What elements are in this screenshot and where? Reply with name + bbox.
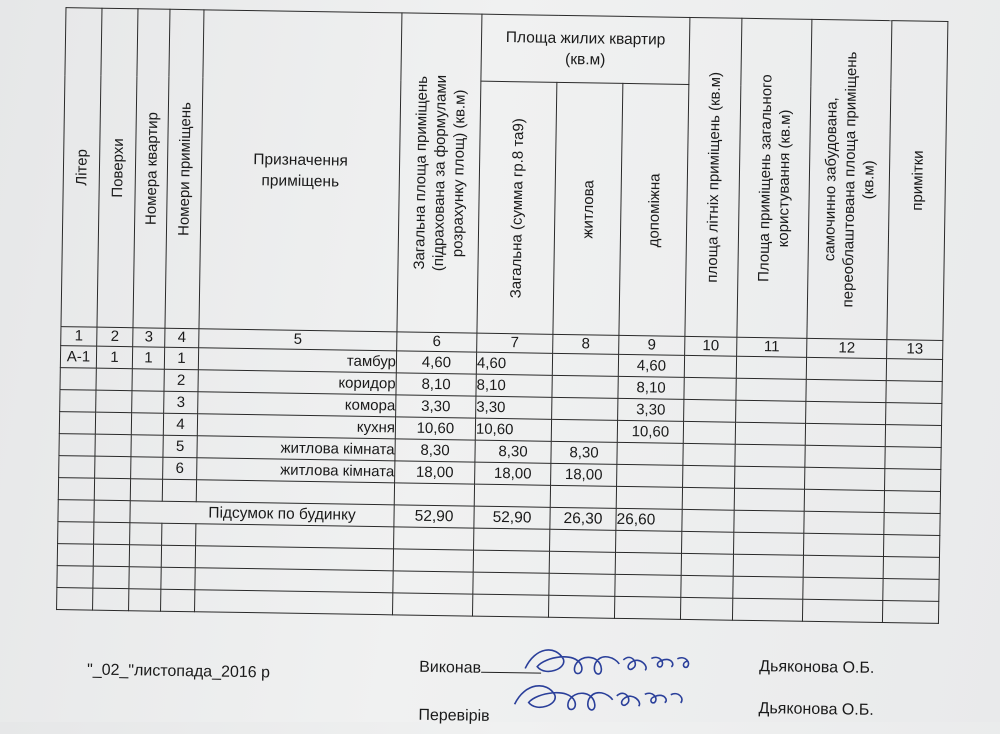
cell-empty (735, 422, 805, 445)
cell-total: 18,00 (395, 461, 475, 484)
signature-checker (506, 674, 707, 723)
header-liter: Літер (61, 8, 102, 328)
cell-room: 3 (164, 391, 198, 414)
cell-total: 8,10 (396, 373, 476, 396)
cell-room: 6 (163, 457, 197, 480)
cell-floor: 1 (96, 346, 132, 369)
cell-apt-total: 4,60 (476, 352, 552, 375)
cell-floor (95, 412, 131, 435)
cell-purpose: житлова кімната (197, 458, 395, 483)
cell-apt-total: 18,00 (475, 462, 551, 485)
cell-empty (805, 423, 885, 446)
col-number: 10 (685, 336, 737, 356)
cell-apartment (131, 413, 163, 435)
cell-floor (96, 368, 132, 391)
cell-living: 18,00 (551, 463, 617, 486)
cell-apartment (131, 457, 163, 479)
cell-empty (683, 443, 735, 466)
cell-purpose: житлова кімната (197, 436, 395, 461)
cell-empty (805, 467, 885, 490)
header-living-group: Площа жилих квартир (кв.м) (481, 14, 690, 84)
header-common: Площа приміщень загального користування (кв.м) (737, 18, 812, 338)
summary-living: 26,30 (550, 507, 616, 530)
cell-aux: 10,60 (617, 420, 683, 443)
cell-living (552, 375, 618, 398)
col-number: 8 (553, 334, 619, 354)
header-apartments: Номера квартир (133, 9, 170, 328)
cell-empty (885, 425, 941, 448)
cell-empty (736, 378, 806, 401)
header-row-top (65, 8, 948, 89)
cell-total: 8,30 (395, 439, 475, 462)
cell-empty (885, 469, 941, 492)
cell-empty (806, 379, 886, 402)
cell-empty (683, 421, 735, 444)
cell-living (552, 397, 618, 420)
col-number: 13 (887, 340, 943, 360)
cell-room: 2 (164, 369, 198, 392)
cell-room: 5 (163, 435, 197, 458)
cell-apartment (132, 391, 164, 413)
cell-empty (806, 401, 886, 424)
cell-aux (617, 442, 683, 465)
header-apt-total: Загальна (сумма гр.8 та9) (477, 81, 557, 334)
header-floors: Поверхи (97, 8, 138, 328)
col-number: 3 (133, 328, 165, 348)
cell-floor (96, 390, 132, 413)
header-total-area: Загальна площа приміщень (підрахована за формулами розрахунку площ) (кв.м) (397, 13, 482, 333)
cell-empty (683, 465, 735, 488)
col-number: 1 (61, 327, 97, 347)
cell-empty (684, 377, 736, 400)
header-notes: примітки (887, 21, 948, 341)
cell-empty (805, 445, 885, 468)
checked-label: Перевірів (418, 706, 490, 725)
header-living: житлова (553, 82, 623, 335)
document-date: "_02_"листопада_2016 р (86, 661, 271, 682)
cell-aux: 8,10 (618, 376, 684, 399)
cell-purpose: комора (198, 392, 396, 417)
cell-apartment (132, 369, 164, 391)
cell-room: 1 (164, 347, 198, 370)
cell-total: 3,30 (396, 395, 476, 418)
cell-floor (95, 434, 131, 457)
header-purpose: Призначення приміщень (199, 10, 402, 332)
cell-liter (60, 368, 96, 391)
header-summer: площа літніх приміщень (кв.м) (685, 17, 742, 337)
cell-apartment: 1 (132, 347, 164, 369)
cell-apt-total: 10,60 (475, 418, 551, 441)
header-rooms: Номери приміщень (165, 9, 204, 328)
cell-aux (617, 464, 683, 487)
cell-empty (736, 400, 806, 423)
cell-empty (684, 399, 736, 422)
col-number: 5 (199, 329, 397, 351)
cell-purpose: кухня (197, 414, 395, 439)
cell-empty (735, 444, 805, 467)
col-number: 2 (97, 327, 133, 347)
cell-empty (735, 466, 805, 489)
col-number: 6 (397, 332, 477, 352)
cell-total: 10,60 (395, 417, 475, 440)
cell-liter (60, 390, 96, 413)
cell-apt-total: 8,30 (475, 440, 551, 463)
header-auxiliary: допоміжна (619, 83, 689, 336)
cell-apt-total: 8,10 (476, 374, 552, 397)
cell-aux: 3,30 (618, 398, 684, 421)
executed-label: Виконав (419, 659, 541, 679)
cell-living (551, 419, 617, 442)
cell-liter (59, 412, 95, 435)
cell-liter: А-1 (60, 346, 96, 369)
summary-apt-total: 52,90 (474, 506, 550, 529)
cell-floor (95, 456, 131, 479)
cell-empty (886, 359, 942, 382)
checker-name: Дьяконова О.Б. (758, 700, 874, 719)
cell-apartment (131, 435, 163, 457)
col-number: 12 (807, 338, 887, 358)
cell-living (552, 353, 618, 376)
cell-empty (886, 381, 942, 404)
cell-liter (59, 434, 95, 457)
summary-total: 52,90 (394, 505, 474, 528)
explication-table (56, 7, 948, 624)
cell-living: 8,30 (551, 441, 617, 464)
cell-empty (684, 355, 736, 378)
cell-total: 4,60 (396, 351, 476, 374)
header-unauthorized: самочинно забудована, переоблаштована площа приміщень (кв.м) (807, 19, 892, 339)
summary-aux: 26,60 (616, 508, 682, 531)
col-number: 7 (477, 333, 553, 353)
cell-empty (806, 357, 886, 380)
cell-purpose: коридор (198, 370, 396, 395)
cell-room: 4 (163, 413, 197, 436)
cell-empty (736, 356, 806, 379)
cell-apt-total: 3,30 (476, 396, 552, 419)
cell-empty (885, 447, 941, 470)
cell-aux: 4,60 (618, 354, 684, 377)
cell-liter (59, 456, 95, 479)
summary-label: Підсумок по будинку (130, 501, 394, 527)
cell-empty (886, 403, 942, 426)
col-number: 9 (619, 335, 685, 355)
executor-name: Дьяконова О.Б. (759, 658, 875, 677)
cell-purpose: тамбур (198, 348, 396, 373)
col-number: 4 (165, 328, 199, 348)
col-number: 11 (737, 337, 807, 357)
